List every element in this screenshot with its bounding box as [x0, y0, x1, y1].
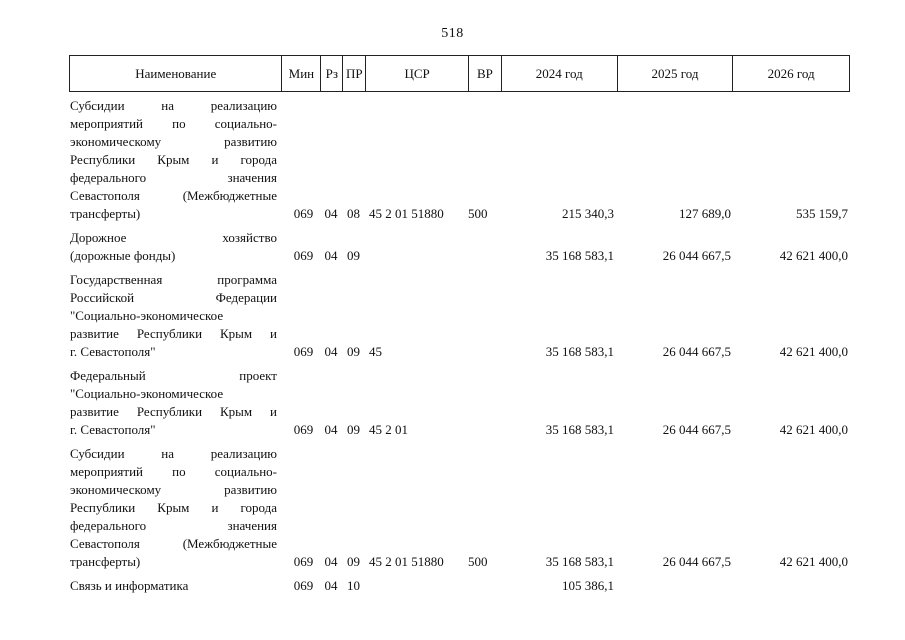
row-name-line: мероприятий по социально- [70, 116, 277, 131]
row-name-line: экономическому развитию [70, 134, 277, 149]
header-min: Мин [281, 56, 320, 91]
row-year-2024: 105 386,1 [562, 578, 614, 593]
row-name-line: федерального значения [70, 518, 277, 533]
header-pr: ПР [342, 56, 365, 91]
table-row [69, 229, 850, 265]
row-year-2025: 26 044 667,5 [662, 344, 731, 359]
row-name-line: Связь и информатика [70, 578, 189, 593]
row-year-2026: 42 621 400,0 [779, 422, 848, 437]
header-vr: ВР [468, 56, 501, 91]
header-year-2026: 2026 год [732, 56, 849, 91]
row-name [69, 97, 281, 223]
header-year-2024: 2024 год [501, 56, 617, 91]
row-rz: 04 [324, 206, 338, 221]
row-name-line: (дорожные фонды) [70, 248, 176, 263]
row-year-2024: 35 168 583,1 [545, 248, 614, 263]
row-min: 069 [293, 554, 314, 569]
row-pr: 10 [347, 578, 360, 593]
row-year-2026: 42 621 400,0 [779, 554, 848, 569]
row-name-line: мероприятий по социально- [70, 464, 277, 479]
row-name-line: развитие Республики Крым и [70, 404, 277, 419]
row-pr: 09 [347, 422, 360, 437]
row-name-line: Государственная программа [70, 272, 277, 287]
table-row [69, 577, 850, 595]
row-name-line: трансферты) [70, 554, 141, 569]
row-name-line: федерального значения [70, 170, 277, 185]
row-name-line: трансферты) [70, 206, 141, 221]
row-year-2024: 35 168 583,1 [545, 344, 614, 359]
row-name [69, 229, 281, 265]
row-name-line: "Социально-экономическое [70, 386, 224, 401]
row-name-line: Федеральный проект [70, 368, 277, 383]
row-name-line: Субсидии на реализацию [70, 98, 277, 113]
row-rz: 04 [324, 578, 338, 593]
row-csr: 45 2 01 51880 [369, 206, 444, 221]
table-body [69, 97, 850, 601]
row-year-2025: 127 689,0 [679, 206, 731, 221]
row-pr: 08 [347, 206, 360, 221]
row-min: 069 [293, 578, 314, 593]
row-rz: 04 [324, 248, 338, 263]
row-csr: 45 2 01 [369, 422, 408, 437]
table-row [69, 445, 850, 571]
row-name-line: Республики Крым и города [70, 500, 277, 515]
row-pr: 09 [347, 248, 360, 263]
row-name-line: развитие Республики Крым и [70, 326, 277, 341]
row-name [69, 445, 281, 571]
row-csr: 45 [369, 344, 382, 359]
row-year-2024: 35 168 583,1 [545, 422, 614, 437]
header-year-2025: 2025 год [617, 56, 733, 91]
row-min: 069 [293, 422, 314, 437]
row-pr: 09 [347, 344, 360, 359]
row-name-line: Республики Крым и города [70, 152, 277, 167]
row-name-line: Дорожное хозяйство [70, 230, 277, 245]
row-vr: 500 [468, 206, 488, 221]
row-pr: 09 [347, 554, 360, 569]
row-name-line: г. Севастополя" [70, 422, 156, 437]
row-rz: 04 [324, 554, 338, 569]
row-name-line: Севастополя (Межбюджетные [70, 536, 277, 551]
header-csr: ЦСР [365, 56, 468, 91]
row-name [69, 271, 281, 361]
header-rz: Рз [320, 56, 342, 91]
page-number: 518 [441, 26, 464, 41]
row-name [69, 577, 281, 595]
row-name [69, 367, 281, 439]
row-csr: 45 2 01 51880 [369, 554, 444, 569]
row-name-line: г. Севастополя" [70, 344, 156, 359]
row-year-2025: 26 044 667,5 [662, 248, 731, 263]
row-min: 069 [293, 248, 314, 263]
row-name-line: Севастополя (Межбюджетные [70, 188, 277, 203]
table-row [69, 97, 850, 223]
row-rz: 04 [324, 344, 338, 359]
row-name-line: Российской Федерации [70, 290, 277, 305]
row-year-2026: 535 159,7 [796, 206, 848, 221]
row-year-2025: 26 044 667,5 [662, 554, 731, 569]
row-name-line: "Социально-экономическое [70, 308, 224, 323]
table-header [69, 55, 850, 92]
header-name: Наименование [135, 65, 217, 81]
table-row [69, 367, 850, 439]
row-min: 069 [293, 344, 314, 359]
table-row [69, 271, 850, 361]
row-year-2025: 26 044 667,5 [662, 422, 731, 437]
row-min: 069 [293, 206, 314, 221]
row-year-2024: 215 340,3 [562, 206, 614, 221]
row-name-line: экономическому развитию [70, 482, 277, 497]
row-rz: 04 [324, 422, 338, 437]
row-year-2024: 35 168 583,1 [545, 554, 614, 569]
row-name-line: Субсидии на реализацию [70, 446, 277, 461]
row-vr: 500 [468, 554, 488, 569]
row-year-2026: 42 621 400,0 [779, 248, 848, 263]
row-year-2026: 42 621 400,0 [779, 344, 848, 359]
